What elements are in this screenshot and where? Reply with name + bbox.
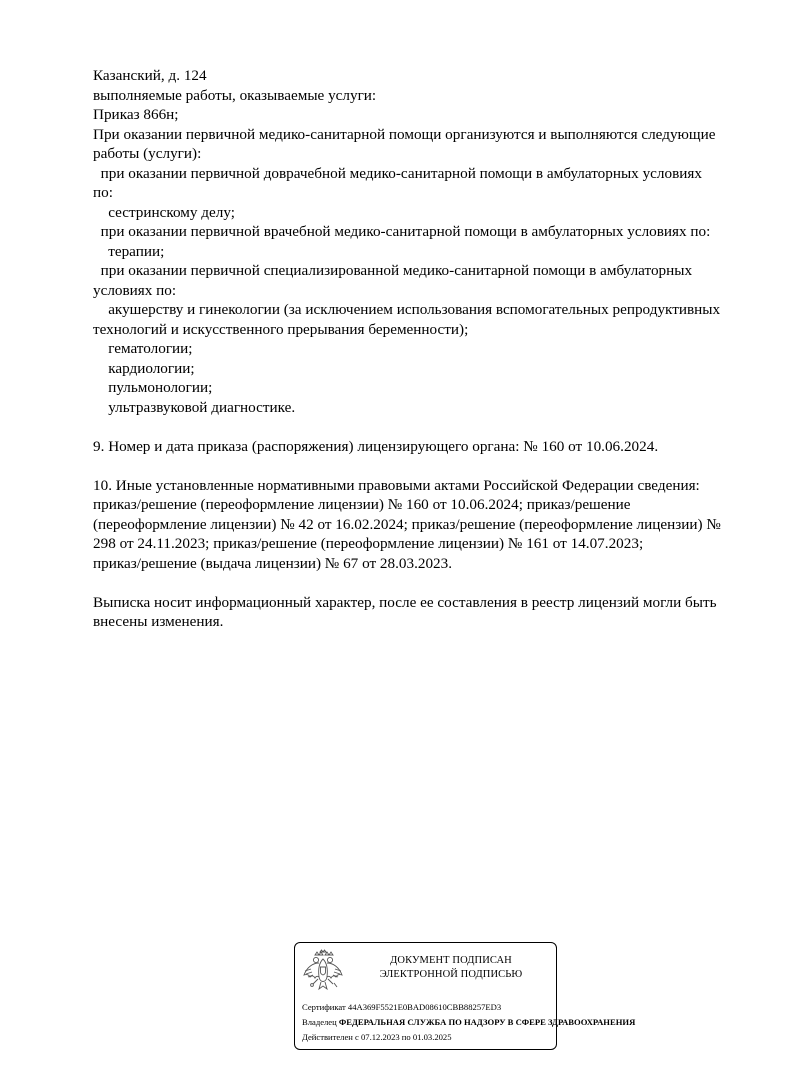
document-body bbox=[93, 66, 768, 632]
text-line: Казанский, д. 124 bbox=[93, 67, 207, 84]
text-line: Приказ 866н; bbox=[93, 106, 179, 123]
order-number-section: 9. Номер и дата приказа (распоряжения) лицензирующего органа: № 160 от 10.06.2024. bbox=[93, 437, 659, 455]
electronic-signature-stamp bbox=[294, 942, 636, 1050]
paragraph-gap bbox=[93, 417, 768, 437]
text-line: внесены изменения. bbox=[93, 613, 224, 630]
paragraph-gap bbox=[93, 573, 768, 593]
text-line: условиях по: bbox=[93, 281, 177, 299]
text-line: 298 от 24.11.2023; приказ/решение (переоформление лицензии) № 161 от 14.07.2023; bbox=[93, 535, 644, 552]
text-line: пульмонологии; bbox=[93, 379, 213, 396]
text-line: кардиологии; bbox=[93, 359, 195, 377]
stamp-title-line: ЭЛЕКТРОННОЙ ПОДПИСЬЮ bbox=[379, 969, 523, 980]
validity-row: Действителен с 07.12.2023 по 01.03.2025 bbox=[302, 1032, 452, 1042]
stamp-details bbox=[302, 1000, 636, 1045]
certificate-row bbox=[302, 1000, 602, 1015]
other-info-section bbox=[93, 476, 768, 574]
text-line: 10. Иные установленные нормативными правовыми актами Российской Федерации сведения: bbox=[93, 476, 700, 494]
paragraph-gap bbox=[93, 456, 768, 476]
text-line: технологий и искусственного прерывания беременности); bbox=[93, 320, 469, 338]
coat-of-arms-icon bbox=[301, 949, 345, 995]
text-line: приказ/решение (переоформление лицензии) № 160 от 10.06.2024; приказ/решение bbox=[93, 496, 631, 513]
text-line: терапии; bbox=[93, 242, 165, 260]
owner-row bbox=[302, 1015, 636, 1030]
owner-label: Владелец bbox=[302, 1017, 339, 1027]
license-services-block bbox=[93, 66, 768, 417]
disclaimer bbox=[93, 593, 768, 632]
stamp-title bbox=[351, 954, 551, 982]
text-line: при оказании первичной специализированной медико-санитарной помощи в амбулаторных bbox=[93, 262, 693, 279]
stamp-title-line: ДОКУМЕНТ ПОДПИСАН bbox=[390, 955, 512, 966]
text-line: гематологии; bbox=[93, 340, 193, 357]
text-line: работы (услуги): bbox=[93, 145, 202, 162]
certificate-label: Сертификат bbox=[302, 1002, 348, 1012]
text-line: приказ/решение (выдача лицензии) № 67 от 28.03.2023. bbox=[93, 554, 453, 572]
text-line: сестринскому делу; bbox=[93, 203, 235, 221]
owner-value: ФЕДЕРАЛЬНАЯ СЛУЖБА ПО НАДЗОРУ В СФЕРЕ ЗДРАВООХРАНЕНИЯ bbox=[338, 1017, 636, 1027]
text-line: Выписка носит информационный характер, после ее составления в реестр лицензий могли быть bbox=[93, 593, 717, 611]
text-line: по: bbox=[93, 184, 113, 201]
text-line: (переоформление лицензии) № 42 от 16.02.2024; приказ/решение (переоформление лицензии) № bbox=[93, 515, 721, 533]
text-line: При оказании первичной медико-санитарной помощи организуются и выполняются следующие bbox=[93, 125, 716, 143]
certificate-value: 44A369F5521E0BAD08610CBB88257ED3 bbox=[347, 1002, 502, 1012]
text-line: ультразвуковой диагностике. bbox=[93, 398, 296, 416]
text-line: при оказании первичной доврачебной медико-санитарной помощи в амбулаторных условиях bbox=[93, 164, 702, 182]
text-line: акушерству и гинекологии (за исключением использования вспомогательных репродуктивных bbox=[93, 301, 721, 318]
text-line: выполняемые работы, оказываемые услуги: bbox=[93, 86, 377, 104]
text-line: при оказании первичной врачебной медико-санитарной помощи в амбулаторных условиях по: bbox=[93, 223, 711, 240]
